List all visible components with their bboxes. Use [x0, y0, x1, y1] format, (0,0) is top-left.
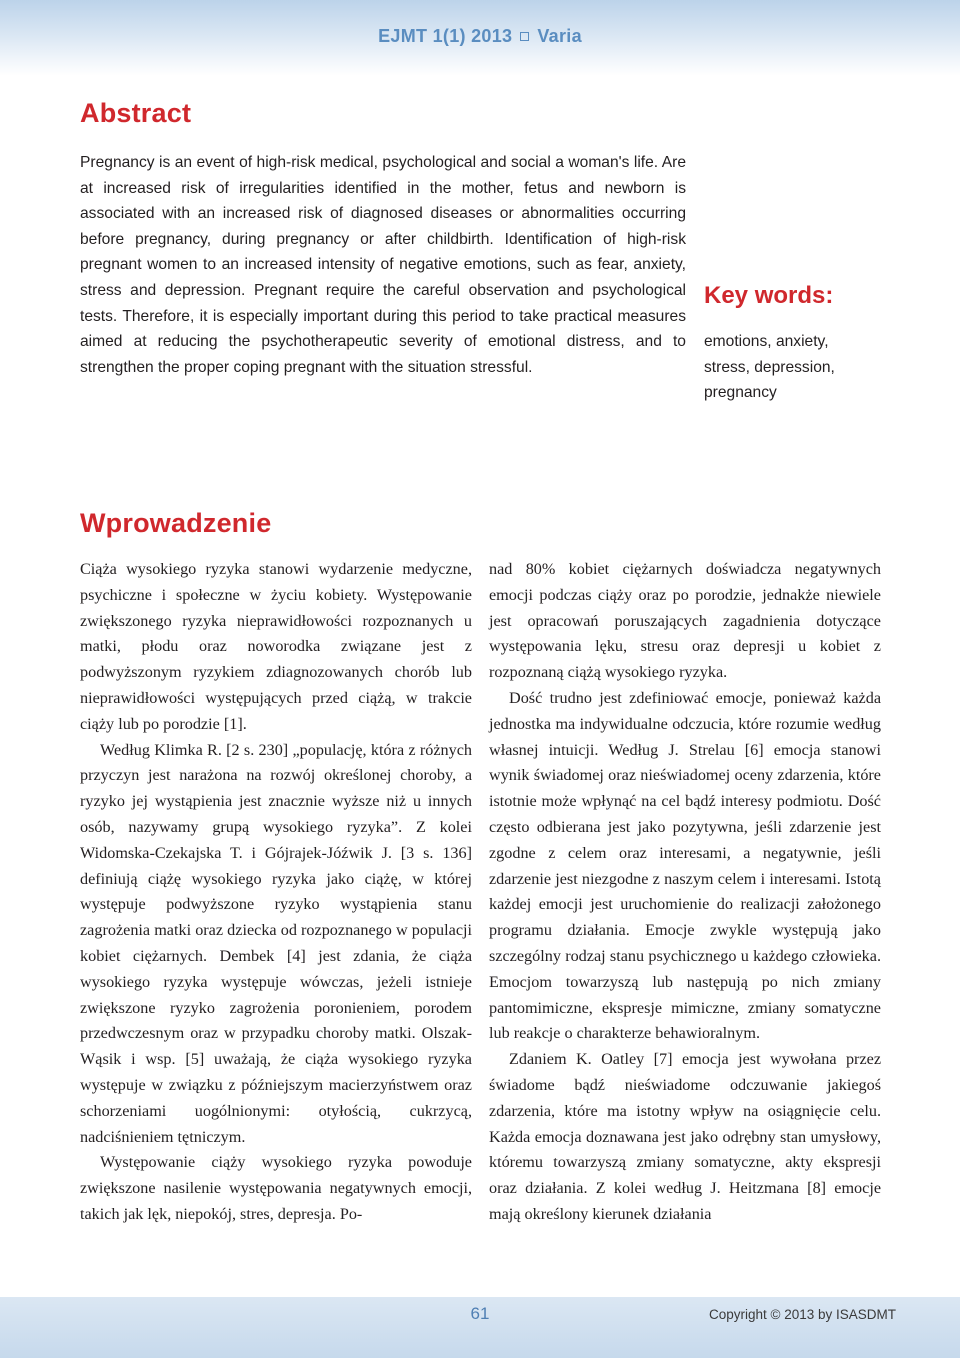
page-number: 61 — [470, 1304, 490, 1323]
separator-square-icon — [520, 32, 529, 41]
keywords-list: emotions, anxiety, stress, depression, pregnancy — [704, 333, 835, 401]
journal-name: EJMT 1(1) 2013 — [378, 26, 513, 46]
intro-paragraph: Ciąża wysokiego ryzyka stanowi wydarzenie medyczne, psychiczne i społeczne w życiu kobiety. Występowanie zwiększonego ryzyka nieprawidłowości rozpoznanych u matki, płodu oraz noworodka związane jest z podwyższonym ryzykiem zdiagnozowanych chorób lub nieprawidłowości występujących przed ciążą, w trakcie ciąży lub po porodzie [1]. — [80, 560, 472, 733]
intro-paragraph: Zdaniem K. Oatley [7] emocja jest wywołana przez świadome bądź nieświadome odczuwanie jakiegoś zdarzenia, które ma istotny wpływ na osiągnięcie celu. Każda emocja doznawana jest jako odrębny stan umysłowy, któremu towarzyszą zmiany somatyczne, akty ekspresji oraz działania. Z kolei według J. Heitzmana [8] emocje mają określony kierunek działania — [489, 1050, 881, 1223]
intro-paragraph: nad 80% kobiet ciężarnych doświadcza negatywnych emocji podczas ciąży oraz po porodzie, jednakże niewiele jest opracowań poruszających zagadnienia dotyczące występowania lęku, stresu oraz depresji u kobiet z rozpoznaną ciążą wysokiego ryzyka. — [489, 560, 881, 682]
keywords-heading: Key words: — [704, 282, 834, 309]
abstract-body — [80, 150, 686, 380]
section-name: Varia — [537, 26, 582, 46]
intro-heading: Wprowadzenie — [80, 508, 272, 538]
intro-left-column — [80, 557, 472, 1228]
intro-paragraph: Dość trudno jest zdefiniować emocje, ponieważ każda jednostka ma indywidualne odczucia, które rozumie według własnej intuicji. Według J. Strelau [6] emocja stanowi wynik świadomej oraz nieświadomej oceny zdarzenia, które istotnie może wpłynąć na cel bądź interesy podmiotu. Dość często odbierana jest jako pozytywna, jeśli zdarzenie jest zgodne z celem oraz interesami, a negatywnie, jeśli zdarzenie jest niezgodne z naszym celem i interesami. Istotą każdej emocji jest uruchomienie do realizacji założonego programu działania. Emocje zwykle występują jako szczególny rodzaj stanu psychicznego u każdego człowieka. Emocjom towarzyszą lub następują po nich zmiany pantomimiczne, ekspresje mimiczne, zmiany somatyczne lub reakcje o charakterze behawioralnym. — [489, 688, 881, 1043]
intro-paragraph: Występowanie ciąży wysokiego ryzyka powoduje zwiększone nasilenie występowania negatywnych emocji, takich jak lęk, niepokój, stres, depresja. Po- — [80, 1153, 472, 1223]
intro-right-column — [489, 557, 881, 1228]
intro-paragraph: Według Klimka R. [2 s. 230] „populację, która z różnych przyczyn jest narażona na rozwój określonej choroby, a ryzyko jej wystąpienia jest znacznie wyższe niż u innych osób, nazywamy grupą wysokiego ryzyka”. Z kolei Widomska-Czekajska T. i Gójrajek-Jóźwik J. [3 s. 136] definiują ciążę wysokiego ryzyka jako ciążę, w której występuje podwyższone ryzyko wystąpienia stanu zagrożenia matki oraz dziecka od rozpoznanego w populacji kobiet ciężarnych. Dembek [4] jest zdania, że ciąża wysokiego ryzyka występuje wówczas, jeżeli istnieje zwiększone ryzyko zagrożenia poronieniem, porodem przedwczesnym oraz w przypadku choroby matki. Olszak-Wąsik i wsp. [5] uważają, że ciąża wysokiego ryzyka występuje w związku z późniejszym macierzyństwem oraz schorzeniami uogólnionymi: otyłością, cukrzycą, nadciśnieniem tętniczym. — [80, 740, 472, 1146]
abstract-heading: Abstract — [80, 98, 192, 128]
abstract-paragraph: Pregnancy is an event of high-risk medical, psychological and social a woman's life. Are at increased risk of irregularities identified in the mother, fetus and newborn is associated with an increased risk of diagnosed diseases or abnormalities occurring before pregnancy, during pregnancy or after childbirth. Identification of high-risk pregnant women to an increased intensity of negative emotions, such as fear, anxiety, stress and depression. Pregnant require the careful observation and psychological tests. Therefore, it is especially important during this period to take practical measures aimed at reducing the psychotherapeutic severity of emotional distress, and to strengthen the proper coping pregnant with the situation stressful. — [80, 154, 686, 376]
running-header — [0, 26, 960, 47]
copyright-notice: Copyright © 2013 by ISASDMT — [708, 1307, 896, 1322]
